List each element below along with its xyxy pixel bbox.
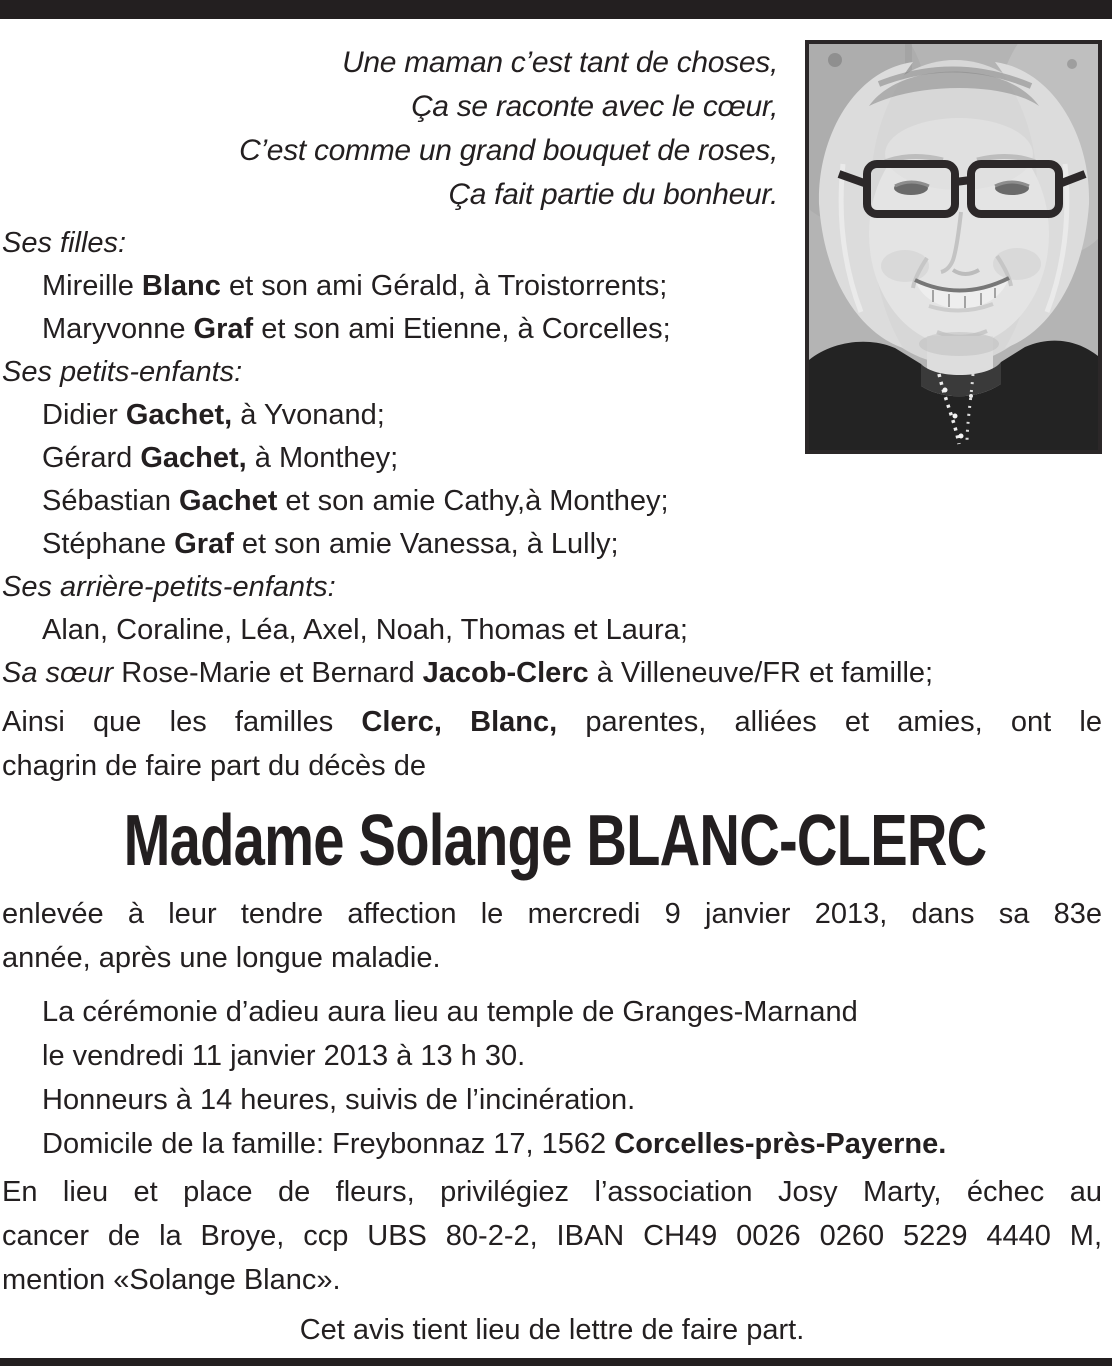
top-rule xyxy=(0,0,1112,19)
family-section-heading: Ses petits-enfants: xyxy=(2,356,243,388)
family-line: Maryvonne Graf et son ami Etienne, à Corcelles; xyxy=(42,313,671,345)
announcement-line: Ainsi que les familles Clerc, Blanc, parentes, alliées et amies, ont le xyxy=(2,706,1102,738)
poem-line: C’est comme un grand bouquet de roses, xyxy=(239,134,778,167)
poem-line: Ça se raconte avec le cœur, xyxy=(410,90,778,123)
donations-line: cancer de la Broye, ccp UBS 80-2-2, IBAN CH49 0026 0260 5229 4440 M, xyxy=(2,1220,1102,1252)
ceremony-line: La cérémonie d’adieu aura lieu au temple de Granges-Marnand xyxy=(42,996,858,1028)
poem-line: Ça fait partie du bonheur. xyxy=(448,178,778,211)
death-details-line: année, après une longue maladie. xyxy=(2,942,441,974)
announcement-paragraph xyxy=(2,700,1102,788)
notice-body xyxy=(2,19,1102,1352)
ceremony-line: Domicile de la famille: Freybonnaz 17, 1562 Corcelles-près-Payerne. xyxy=(42,1128,947,1160)
donations-line: En lieu et place de fleurs, privilégiez l’association Josy Marty, échec au xyxy=(2,1176,1102,1208)
ceremony-line: Honneurs à 14 heures, suivis de l’incinération. xyxy=(42,1084,636,1116)
family-line: Sébastian Gachet et son amie Cathy,à Monthey; xyxy=(42,485,669,517)
poem-line: Une maman c’est tant de choses, xyxy=(342,46,778,79)
deceased-name-title xyxy=(2,798,1102,884)
family-line: Stéphane Graf et son amie Vanessa, à Lully; xyxy=(42,528,619,560)
memorial-poem xyxy=(2,41,1102,217)
bottom-rule xyxy=(0,1358,1112,1366)
closing-line: Cet avis tient lieu de lettre de faire part. xyxy=(299,1314,805,1346)
ceremony-line: le vendredi 11 janvier 2013 à 13 h 30. xyxy=(42,1040,526,1072)
family-line: Gérard Gachet, à Monthey; xyxy=(42,442,399,474)
family-line: Alan, Coraline, Léa, Axel, Noah, Thomas et Laura; xyxy=(42,614,688,646)
death-details-paragraph xyxy=(2,892,1102,980)
donations-line: mention «Solange Blanc». xyxy=(2,1264,341,1296)
ceremony-details xyxy=(2,990,1102,1166)
family-section-heading: Ses arrière-petits-enfants: xyxy=(2,571,336,603)
family-section-heading: Ses filles: xyxy=(2,227,127,259)
family-line: Sa sœur Rose-Marie et Bernard Jacob-Clerc à Villeneuve/FR et famille; xyxy=(2,657,934,689)
family-line: Didier Gachet, à Yvonand; xyxy=(42,399,385,431)
family-line: Mireille Blanc et son ami Gérald, à Troistorrents; xyxy=(42,270,668,302)
family-list xyxy=(2,222,1102,695)
death-details-line: enlevée à leur tendre affection le mercredi 9 janvier 2013, dans sa 83e xyxy=(2,898,1102,930)
announcement-line: chagrin de faire part du décès de xyxy=(2,750,426,782)
deceased-name: Madame Solange BLANC-CLERC xyxy=(123,801,987,881)
donations-paragraph xyxy=(2,1170,1102,1302)
